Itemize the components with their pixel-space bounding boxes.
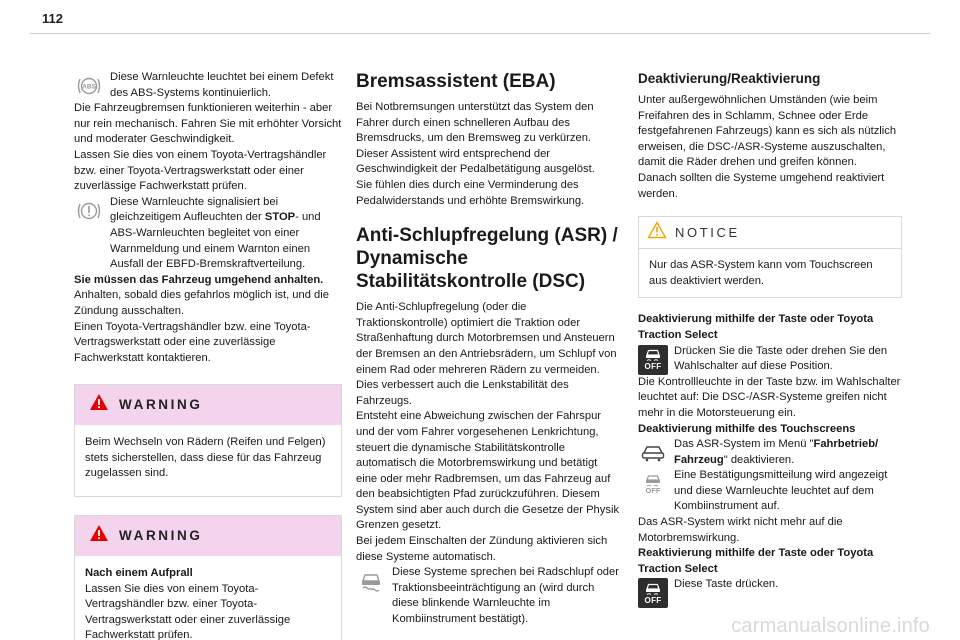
off-label: OFF [645, 485, 661, 495]
notice-box [638, 216, 902, 298]
warning-box-impact [74, 515, 342, 640]
deactivation-heading: Deaktivierung/Reaktivierung [638, 71, 821, 86]
page-number: 112 [42, 11, 63, 26]
eba-paragraph-3: Sie fühlen dies durch eine Verminderung des Pedalwiderstands und erhöhte Bremswirkung. [356, 178, 585, 207]
slip-indicator-text: Diese Systeme sprechen bei Radschlupf oder Traktionsbeeinträchtigung an (wird durch diese blinkende Warnleuchte im Kombiinstrument bestätigt). [392, 566, 619, 626]
warning-body: Beim Wechseln von Rädern (Reifen und Felgen) stets sicherstellen, dass diese für das Fahrzeug zugelassen sind. [85, 436, 326, 480]
touchscreen-warning-item [638, 468, 902, 515]
stop-paragraph-2: Einen Toyota-Vertragshändler bzw. eine Toyota-Vertragswerkstatt oder eine zuverlässige Fachwerkstatt kontaktieren. [74, 320, 311, 364]
button-deactivation-text: Drücken Sie die Taste oder drehen Sie den Wahlschalter auf diese Position. [674, 344, 888, 373]
svg-text:ABS: ABS [82, 83, 96, 91]
stop-instruction: Sie müssen das Fahrzeug umgehend anhalten. [74, 273, 324, 286]
touchscreen-menu-item [638, 437, 902, 468]
eba-paragraph-1: Bei Notbremsungen unterstützt das System den Fahrer durch einen schnelleren Aufbau des Bremsdrucks, um den Bremsweg zu verkürzen. [356, 101, 594, 145]
traction-off-warning-icon [638, 469, 668, 499]
asr-paragraph-3: Bei jedem Einschalten der Zündung aktivieren sich diese Systeme automatisch. [356, 535, 608, 563]
reactivation-text: Diese Taste drücken. [674, 578, 779, 591]
stop-paragraph-1: Anhalten, sobald dies gefahrlos möglich ist, und die Zündung ausschalten. [74, 289, 329, 317]
reactivation-heading: Reaktivierung mithilfe der Taste oder Toyota Traction Select [638, 547, 874, 575]
left-column [74, 70, 342, 640]
brake-text-part-a: Diese Warnleuchte signalisiert bei gleichzeitigem Aufleuchten der [110, 195, 279, 224]
notice-triangle-icon [647, 221, 667, 245]
stop-label: STOP [264, 211, 296, 224]
warning-subheading: Nach einem Aufprall [85, 567, 193, 580]
touchscreen-warning-text: Eine Bestätigungsmitteilung wird angezeigt und diese Warnleuchte leuchtet auf dem Kombiinstrument auf. [674, 469, 888, 513]
touchscreen-menu-text [674, 437, 902, 468]
warning-text: Lassen Sie dies von einem Toyota-Vertragshändler bzw. einer Toyota-Vertragswerkstatt oder einer zuverlässige Fachwerkstatt prüfen. [85, 582, 291, 640]
asr-heading: Anti-Schlupfregelung (ASR) / Dynamische Stabilitätskontrolle (DSC) [356, 225, 618, 293]
button-deactivation-heading: Deaktivierung mithilfe der Taste oder Toyota Traction Select [638, 313, 874, 341]
slip-indicator-item [356, 565, 620, 627]
eba-heading: Bremsassistent (EBA) [356, 71, 556, 92]
touch-text-part-b: " deaktivieren. [723, 453, 795, 466]
notice-body: Nur das ASR-System kann vom Touchscreen aus deaktiviert werden. [649, 259, 873, 287]
top-divider [30, 33, 930, 34]
menu-name: Fahrbetrieb/ Fahrzeug [674, 438, 879, 466]
asr-paragraph-1: Die Anti-Schlupfregelung (oder die Traktionskontrolle) optimiert die Traktion oder Straßenhaftung durch Motorbremsen und Ansteuern der Bremsen an den Antriebsrädern, um Schlupf von einem Rad oder mehreren Rädern zu vermeiden. Dies verbessert auch die Lenkstabilität des Fahrzeugs. [356, 301, 617, 407]
warning-header [75, 385, 341, 425]
traction-off-button-icon [638, 578, 668, 608]
abs-warning-icon [74, 71, 104, 101]
deactivation-paragraph-1: Unter außergewöhnlichen Umständen (wie beim Freifahren des in Schlamm, Schnee oder Erde festgefahrenen Fahrzeugs) kann es sich als nützlich erweisen, die DSC-/ASR-Systeme auszuschalten, damit die Räder drehen und greifen können. [638, 94, 897, 169]
car-menu-icon [638, 438, 668, 468]
notice-header [639, 217, 901, 249]
warning-body [75, 556, 341, 640]
middle-column [356, 70, 620, 628]
off-label: OFF [644, 362, 662, 372]
touchscreen-deactivation-heading: Deaktivierung mithilfe des Touchscreens [638, 422, 856, 435]
warning-title: WARNING [119, 397, 203, 413]
warning-triangle-icon [89, 393, 109, 417]
reactivation-item [638, 577, 902, 608]
warning-title: WARNING [119, 528, 203, 544]
asr-paragraph-2: Entsteht eine Abweichung zwischen der Fahrspur und der vom Fahrer vorgesehenen Lenkrichtung, steuert die dynamische Stabilitätskontrolle automatisch die Motorbremswirkung und betätigt eine oder mehr Radbremsen, um das Fahrzeug auf den beabsichtigten Pfad zurückzuführen. Diesem System sind aber auch durch die Gesetze der Physik Grenzen gesetzt. [356, 410, 620, 532]
brake-text-part-b: - und ABS-Warnleuchten begleitet von einer Warnmeldung und einem Warnton einen Ausfall der EBFD-Bremskraftverteilung. [110, 211, 321, 271]
touchscreen-paragraph-3: Das ASR-System wirkt nicht mehr auf die Motorbremswirkung. [638, 516, 843, 544]
brake-warning-text [110, 195, 342, 273]
button-deactivation-item [638, 344, 902, 375]
off-label: OFF [644, 595, 662, 605]
notice-title: NOTICE [675, 224, 740, 240]
warning-header [75, 516, 341, 556]
deactivation-paragraph-2: Danach sollten die Systeme umgehend reaktiviert werden. [638, 171, 885, 200]
button-deactivation-paragraph-2: Die Kontrollleuchte in der Taste bzw. im Wahlschalter leuchtet auf: Die DSC-/ASR-Systeme greifen nicht mehr in die Motorsteuerung ein. [638, 375, 901, 419]
abs-warning-item [74, 70, 342, 101]
abs-warning-text: Diese Warnleuchte leuchtet bei einem Defekt des ABS-Systems kontinuierlich. [110, 71, 334, 99]
abs-paragraph-3: Lassen Sie dies von einem Toyota-Vertragshändler bzw. einer Toyota-Vertragswerkstatt oder einer zuverlässige Fachwerkstatt prüfen. [74, 148, 327, 193]
brake-warning-icon [74, 196, 104, 226]
right-column [638, 70, 902, 608]
traction-off-button-icon [638, 345, 668, 375]
warning-box-wheels [74, 384, 342, 497]
touch-text-part-a: Das ASR-System im Menü " [674, 438, 814, 451]
eba-paragraph-2: Dieser Assistent wird entsprechend der Geschwindigkeit der Pedalbetätigung ausgelöst. [356, 147, 595, 176]
abs-paragraph-2: Die Fahrzeugbremsen funktionieren weiterhin - aber nur rein mechanisch. Fahren Sie mit erhöhter Vorsicht und moderater Geschwindigkeit. [74, 102, 342, 146]
skid-car-icon [356, 566, 386, 596]
warning-triangle-icon [89, 524, 109, 548]
watermark: carmanualsonline.info [731, 615, 930, 637]
brake-warning-item [74, 195, 342, 273]
